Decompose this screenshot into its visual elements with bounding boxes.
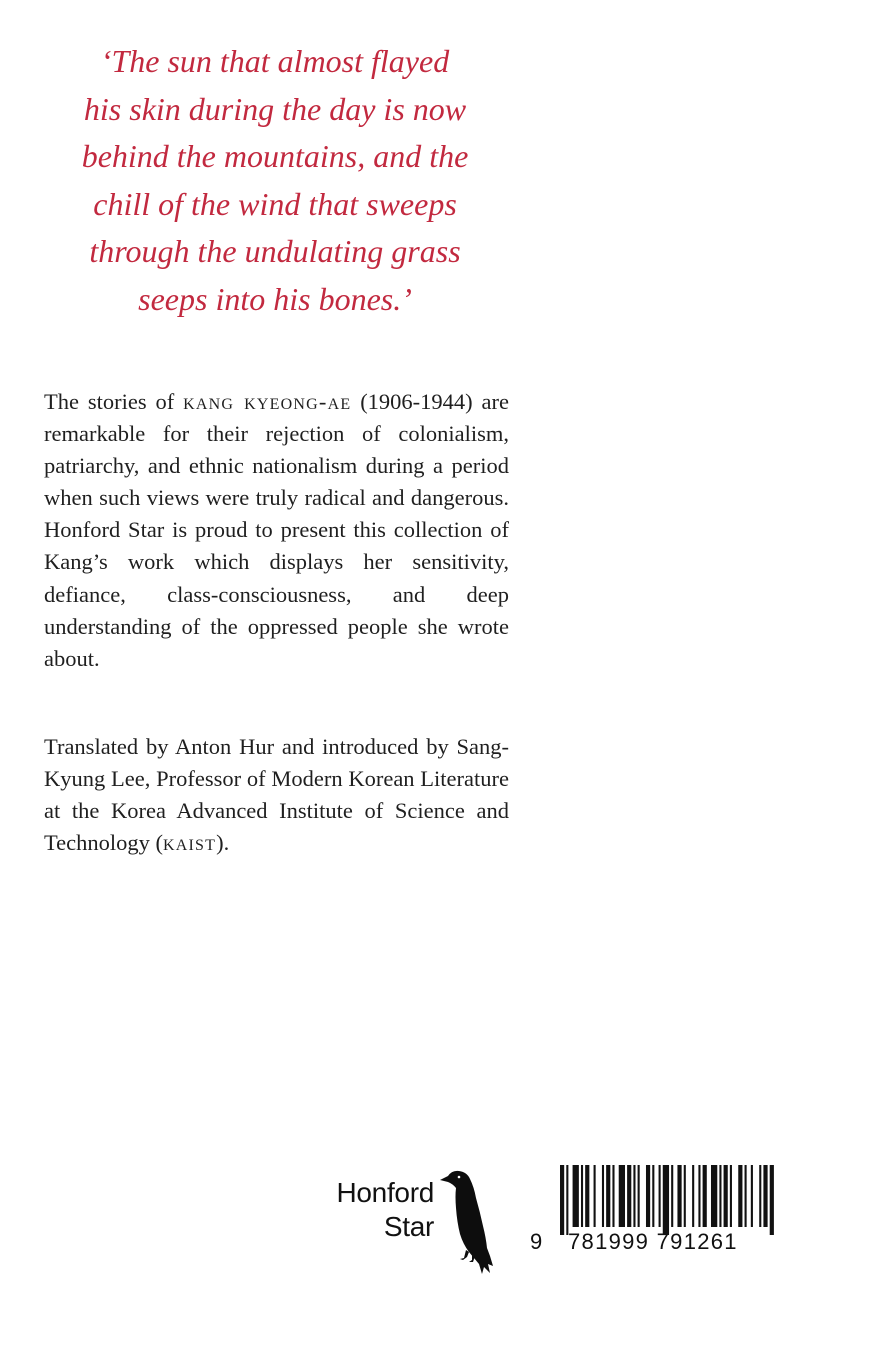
translator-text-end: ). xyxy=(216,830,230,856)
barcode-bar xyxy=(698,1165,700,1227)
isbn-digits: 781999 791261 xyxy=(568,1229,738,1254)
barcode-bar xyxy=(677,1165,681,1227)
barcode-bar xyxy=(751,1165,753,1227)
barcode-bar xyxy=(711,1165,717,1227)
quote-line: his skin during the day is now xyxy=(83,90,467,127)
barcode-bars xyxy=(560,1165,776,1235)
barcode-bar xyxy=(659,1165,661,1227)
barcode-bar xyxy=(684,1165,686,1227)
barcode-bar xyxy=(633,1165,635,1227)
quote-line: ‘The sun that almost flayed xyxy=(100,43,450,79)
barcode-bar xyxy=(703,1165,707,1227)
author-name: kang kyeong-ae xyxy=(183,389,352,414)
quote-line: through the undulating grass xyxy=(89,233,461,269)
barcode-bar xyxy=(759,1165,761,1227)
barcode-bar xyxy=(719,1165,721,1227)
publisher-name-line1: Honford xyxy=(336,1177,434,1208)
crow-icon xyxy=(438,1168,500,1276)
barcode-bar xyxy=(560,1165,564,1235)
quote-line: chill of the wind that sweeps xyxy=(93,185,457,222)
barcode-bar xyxy=(612,1165,614,1227)
barcode-bar xyxy=(581,1165,583,1227)
barcode-bar xyxy=(724,1165,728,1227)
quote-line: seeps into his bones.’ xyxy=(138,280,412,317)
translator-paragraph xyxy=(44,731,509,859)
barcode-bar xyxy=(619,1165,625,1227)
description-intro: The stories of xyxy=(44,389,184,414)
translator-text: Translated by Anton Hur and introduced by Sang-Kyung Lee, Professor of Modern Korean Literature at the Korea Advanced Institute of Science and Technology ( xyxy=(44,734,509,856)
barcode-bar xyxy=(585,1165,589,1227)
isbn-first-digit: 9 xyxy=(530,1229,543,1254)
barcode-bar xyxy=(692,1165,694,1227)
pull-quote xyxy=(40,38,510,323)
quote-line: behind the mountains, and the xyxy=(81,138,469,174)
barcode-bar xyxy=(638,1165,640,1227)
barcode-bar xyxy=(602,1165,604,1227)
publisher-name-line2: Star xyxy=(383,1211,434,1242)
barcode-bar xyxy=(730,1165,732,1227)
description-paragraph xyxy=(44,386,509,675)
isbn-barcode xyxy=(530,1165,780,1270)
description-text: (1906-1944) are remarkable for their rejection of colonialism, patriarchy, and ethnic nationalism during a period when such views were truly radical and dangerous. Honford Star is proud to present this collection of Kang’s work which displays her sensitivity, defiance, class-consciousness, and deep understanding of the oppressed people she wrote about. xyxy=(44,389,510,671)
barcode-bar xyxy=(606,1165,610,1227)
barcode-bar xyxy=(573,1165,579,1227)
institute-abbreviation: kaist xyxy=(163,830,217,856)
barcode-bar xyxy=(652,1165,654,1227)
barcode-bar xyxy=(646,1165,650,1227)
barcode-bar xyxy=(663,1165,669,1235)
barcode-bar xyxy=(594,1165,596,1227)
barcode-bar xyxy=(745,1165,747,1227)
barcode-bar xyxy=(627,1165,631,1227)
publisher-logo xyxy=(312,1168,502,1278)
barcode-bar xyxy=(738,1165,742,1227)
barcode-bar xyxy=(671,1165,673,1227)
barcode-bar xyxy=(763,1165,767,1227)
barcode-bar xyxy=(566,1165,568,1235)
barcode-bar xyxy=(770,1165,774,1235)
publisher-name xyxy=(336,1176,434,1244)
